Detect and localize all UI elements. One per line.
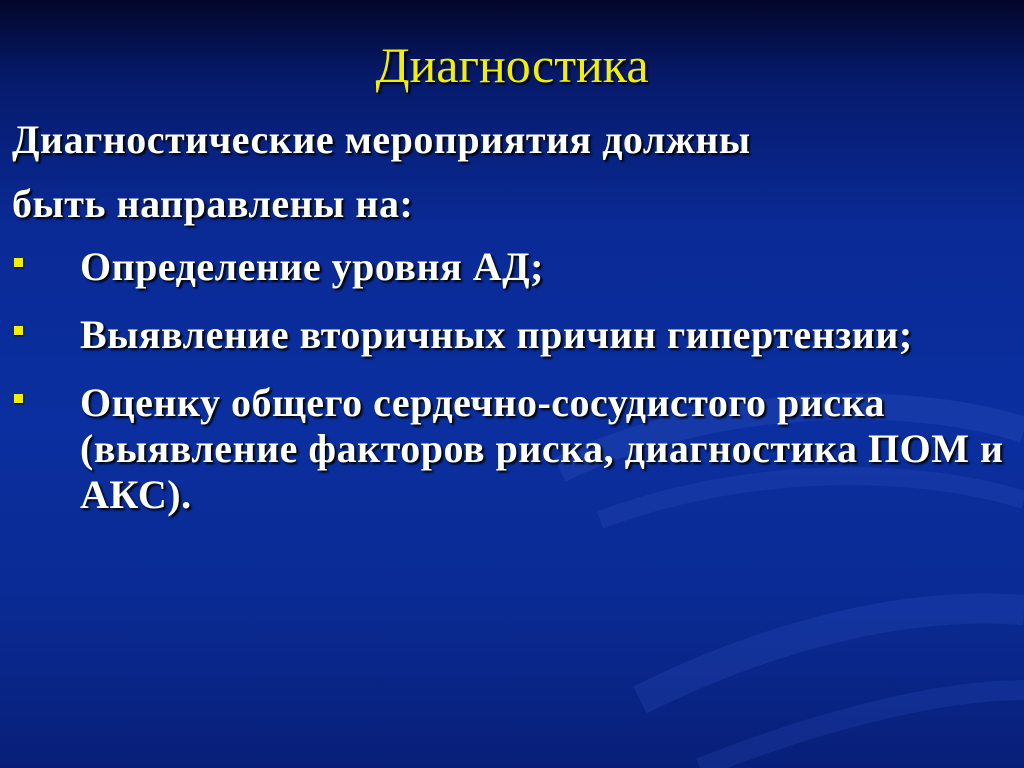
- slide-title: Диагностика: [375, 37, 649, 93]
- yellow-square-bullet-icon: [14, 326, 23, 335]
- bullet-list: [12, 244, 1012, 518]
- bullet-item: [12, 380, 1012, 518]
- intro-line-1: Диагностические мероприятия должны: [12, 117, 751, 162]
- bullet-item: [12, 244, 1012, 290]
- bullet-text: Определение уровня АД;: [80, 244, 544, 289]
- bullet-text: Оценку общего сердечно-сосудистого риска (выявление факторов риска, диагностика ПОМ и АКС).: [80, 380, 1004, 517]
- slide-body: [12, 108, 1012, 518]
- intro-line-2: быть направлены на:: [12, 181, 414, 226]
- bullet-text: Выявление вторичных причин гипертензии;: [80, 312, 913, 357]
- yellow-square-bullet-icon: [14, 258, 23, 267]
- bullet-item: [12, 312, 1012, 358]
- yellow-square-bullet-icon: [14, 394, 23, 403]
